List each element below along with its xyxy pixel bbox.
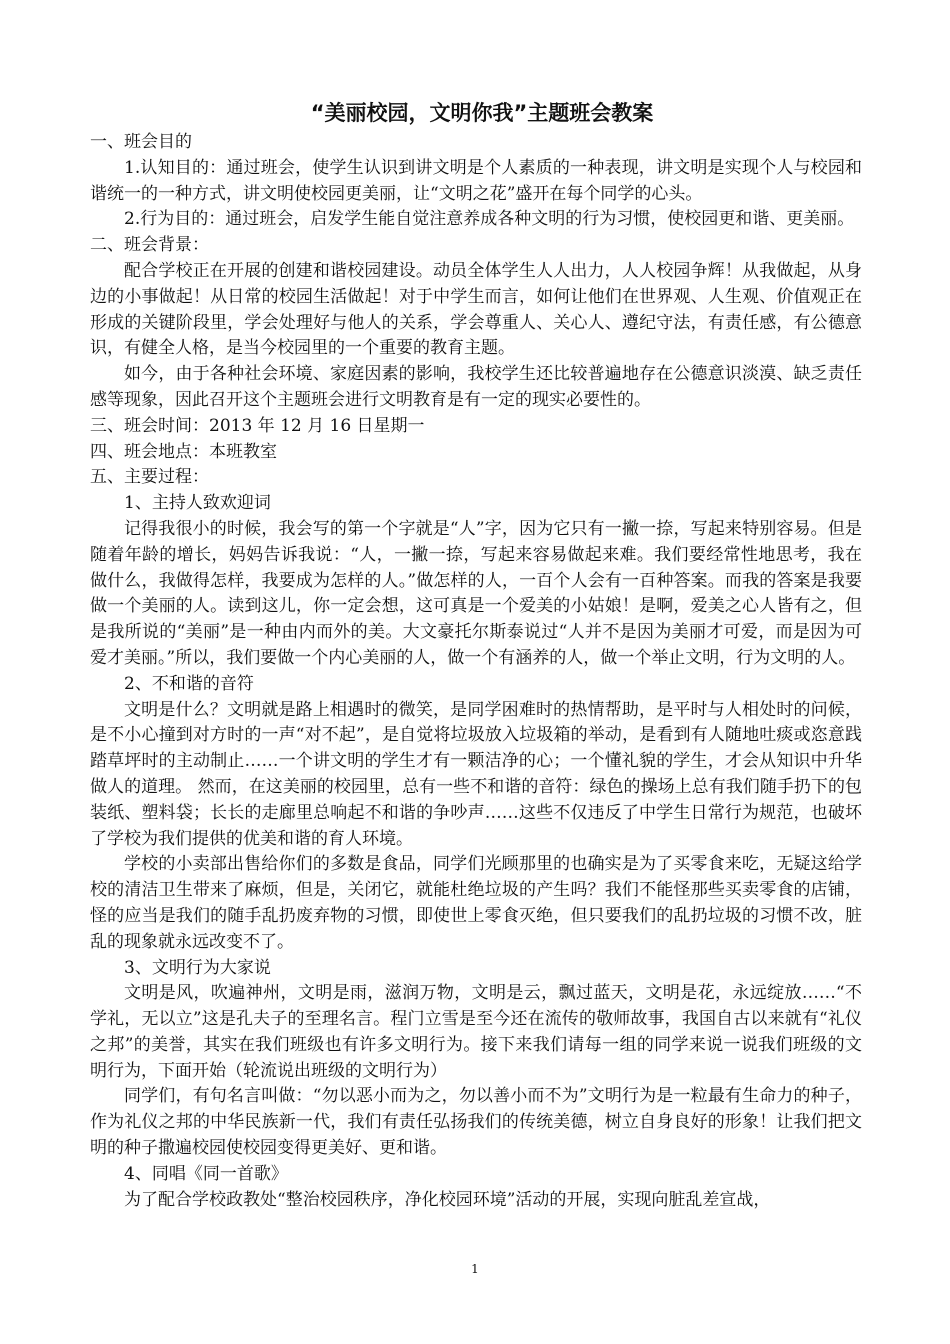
body-paragraph: 如今，由于各种社会环境、家庭因素的影响，我校学生还比较普遍地存在公德意识淡漠、缺乏责任感等现象，因此召开这个主题班会进行文明教育是有一定的现实必要性的。 xyxy=(90,364,862,410)
subsection-heading: 3、文明行为大家说 xyxy=(124,957,271,978)
page-number: 1 xyxy=(471,1262,479,1276)
body-paragraph: 配合学校正在开展的创建和谐校园建设。动员全体学生人人出力，人人校园争辉！从我做起，从身边的小事做起！从日常的校园生活做起！对于中学生而言，如何让他们在世界观、人生观、价值观正在形成的关键阶段里，学会处理好与他人的关系，学会尊重人、关心人、遵纪守法，有责任感，有公德意识，有健全人格，是当今校园里的一个重要的教育主题。 xyxy=(90,260,862,359)
subsection-heading: 1、主持人致欢迎词 xyxy=(124,493,271,514)
section-heading: 五、主要过程： xyxy=(90,467,209,488)
section-heading: 四、班会地点：本班教室 xyxy=(90,441,277,462)
document-body xyxy=(90,130,862,1213)
section-heading: 二、班会背景： xyxy=(90,235,209,256)
subsection-heading: 2、不和谐的音符 xyxy=(124,673,254,694)
body-paragraph: 文明是什么？文明就是路上相遇时的微笑，是同学困难时的热情帮助，是平时与人相处时的问候，是不小心撞到对方时的一声“对不起”，是自觉将垃圾放入垃圾箱的举动，是看到有人随地吐痰或恣意践踏草坪时的主动制止……一个讲文明的学生才有一颗洁净的心；一个懂礼貌的学生，才会从知识中升华做人的道理。 然而，在这美丽的校园里，总有一些不和谐的音符：绿色的操场上总有我们随手扔下的包装纸、塑料袋；长长的走廊里总响起不和谐的争吵声……这些不仅违反了中学生日常行为规范，也破坏了学校为我们提供的优美和谐的育人环境。 xyxy=(90,699,862,849)
body-paragraph: 学校的小卖部出售给你们的多数是食品，同学们光顾那里的也确实是为了买零食来吃，无疑这给学校的清洁卫生带来了麻烦，但是，关闭它，就能杜绝垃圾的产生吗？我们不能怪那些买卖零食的店铺，怪的应当是我们的随手乱扔废弃物的习惯，即使世上零食灭绝，但只要我们的乱扔垃圾的习惯不改，脏乱的现象就永远改变不了。 xyxy=(90,854,862,952)
page-title: “美丽校园，文明你我”主题班会教案 xyxy=(310,101,654,125)
body-paragraph: 2.行为目的：通过班会，启发学生能自觉注意养成各种文明的行为习惯，使校园更和谐、更美丽。 xyxy=(124,209,855,230)
section-heading: 三、班会时间：2013 年 12 月 16 日星期一 xyxy=(90,415,425,436)
subsection-heading: 4、同唱《同一首歌》 xyxy=(124,1163,288,1184)
body-paragraph: 1.认知目的：通过班会，使学生认识到讲文明是个人素质的一种表现，讲文明是实现个人与校园和谐统一的一种方式，讲文明使校园更美丽，让“文明之花”盛开在每个同学的心头。 xyxy=(90,157,862,204)
body-paragraph: 为了配合学校政教处“整治校园秩序，净化校园环境”活动的开展，实现向脏乱差宣战， xyxy=(124,1189,771,1210)
section-heading: 一、班会目的 xyxy=(90,132,192,152)
body-paragraph: 同学们，有句名言叫做：“勿以恶小而为之，勿以善小而不为”文明行为是一粒最有生命力的种子，作为礼仪之邦的中华民族新一代，我们有责任弘扬我们的传统美德，树立自身良好的形象！让我们把文明的种子撒遍校园使校园变得更美好、更和谐。 xyxy=(90,1086,862,1159)
body-paragraph: 文明是风，吹遍神州，文明是雨，滋润万物，文明是云，飘过蓝天，文明是花，永远绽放……“不学礼，无以立”这是孔夫子的至理名言。程门立雪是至今还在流传的敬师故事，我国自古以来就有“礼仪之邦”的美誉，其实在我们班级也有许多文明行为。接下来我们请每一组的同学来说一说我们班级的文明行为，下面开始（轮流说出班级的文明行为） xyxy=(90,983,862,1081)
body-paragraph: 记得我很小的时候，我会写的第一个字就是“人”字，因为它只有一撇一捺，写起来特别容易。但是随着年龄的增长，妈妈告诉我说：“人，一撇一捺，写起来容易做起来难。我们要经常性地思考，我在做什么，我做得怎样，我要成为怎样的人。”做怎样的人，一百个人会有一百种答案。而我的答案是我要做一个美丽的人。读到这儿，你一定会想，这可真是一个爱美的小姑娘！是啊，爱美之心人皆有之，但是我所说的“美丽”是一种由内而外的美。大文豪托尔斯泰说过“人并不是因为美丽才可爱，而是因为可爱才美丽。”所以，我们要做一个内心美丽的人，做一个有涵养的人，做一个举止文明，行为文明的人。 xyxy=(90,518,862,668)
